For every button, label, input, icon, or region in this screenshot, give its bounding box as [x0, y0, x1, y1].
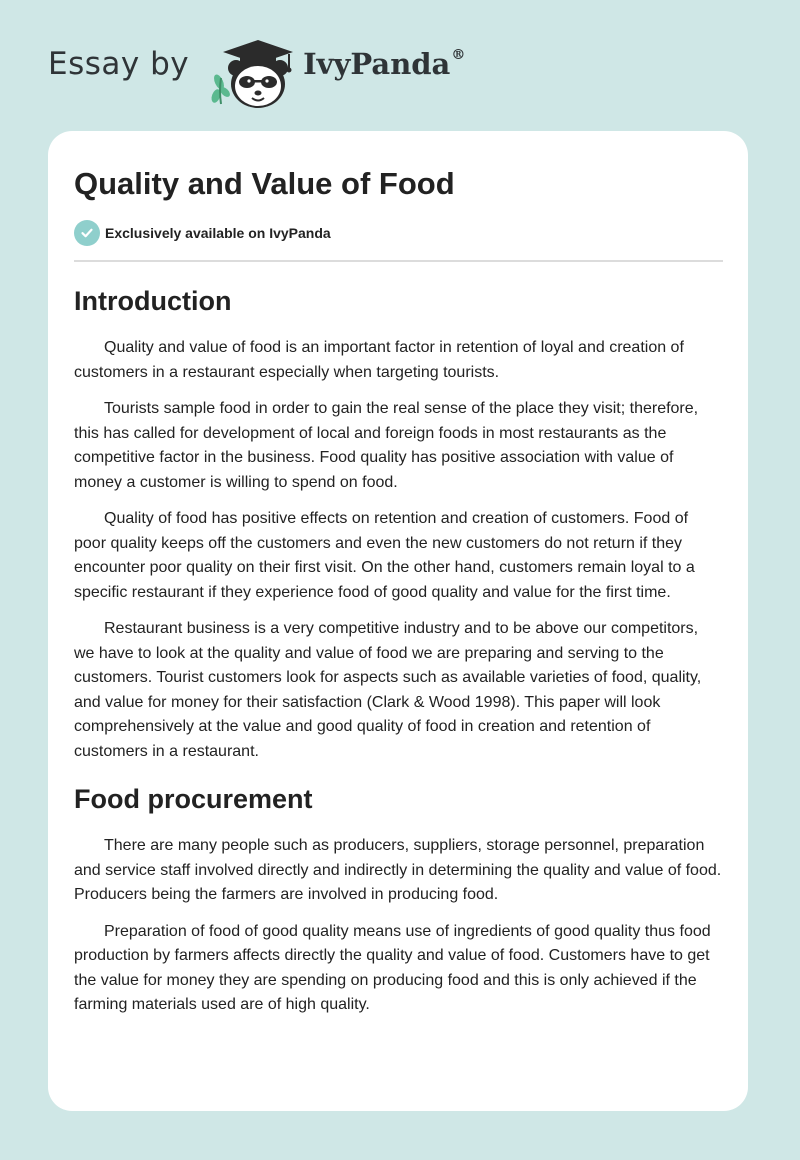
- paragraph: There are many people such as producers, suppliers, storage personnel, preparation and service staff involved directly and indirectly in determining the quality and value of food. Producers being the farmers are involved in producing food.: [74, 837, 722, 903]
- exclusive-badge-text: Exclusively available on IvyPanda: [105, 225, 331, 241]
- site-header: [48, 30, 465, 110]
- section-heading: Introduction: [74, 286, 232, 316]
- paragraph: Quality of food has positive effects on retention and creation of customers. Food of poor quality keeps off the customers and even the new customers do not return if they encounter poor quality on their first visit. On the other hand, customers remain loyal to a specific restaurant if they experience food of good quality and value for the first time.: [74, 510, 695, 601]
- registered-mark: ®: [451, 47, 466, 64]
- check-circle-icon: [74, 220, 100, 246]
- paragraph: Preparation of food of good quality means use of ingredients of good quality thus food production by farmers affects directly the quality and value of food. Customers have to get the value for money they are spending on producing food and this is only achieved if the farming materials used are of high quality.: [74, 922, 711, 1013]
- essay-title: Quality and Value of Food: [74, 166, 455, 201]
- paragraph: Tourists sample food in order to gain the real sense of the place they visit; therefore, this has called for development of local and foreign foods in most restaurants as the competitive factor in the business. Food quality has positive association with value of money a customer is willing to spend on food.: [74, 400, 699, 491]
- paragraph: Quality and value of food is an important factor in retention of loyal and creation of customers in a restaurant especially when targeting tourists.: [74, 339, 684, 381]
- brand-prefix: Essay by: [48, 46, 190, 82]
- section-heading: Food procurement: [74, 784, 313, 814]
- brand-name[interactable]: IvyPanda®: [303, 47, 466, 81]
- exclusive-badge: [74, 220, 722, 246]
- panda-logo-icon[interactable]: [207, 30, 297, 110]
- essay-card: [48, 131, 748, 1111]
- section-food-procurement: [74, 782, 722, 1018]
- section-introduction: [74, 284, 722, 764]
- paragraph: Restaurant business is a very competitive industry and to be above our competitors, we have to look at the quality and value of food we are preparing and serving to the customers. Tourist customers look for aspects such as available varieties of food, quality, and value for money for their satisfaction (Clark & Wood 1998). This paper will look comprehensively at the value and good quality of food in creation and retention of customers in a restaurant.: [74, 620, 702, 760]
- title-divider: [74, 260, 723, 262]
